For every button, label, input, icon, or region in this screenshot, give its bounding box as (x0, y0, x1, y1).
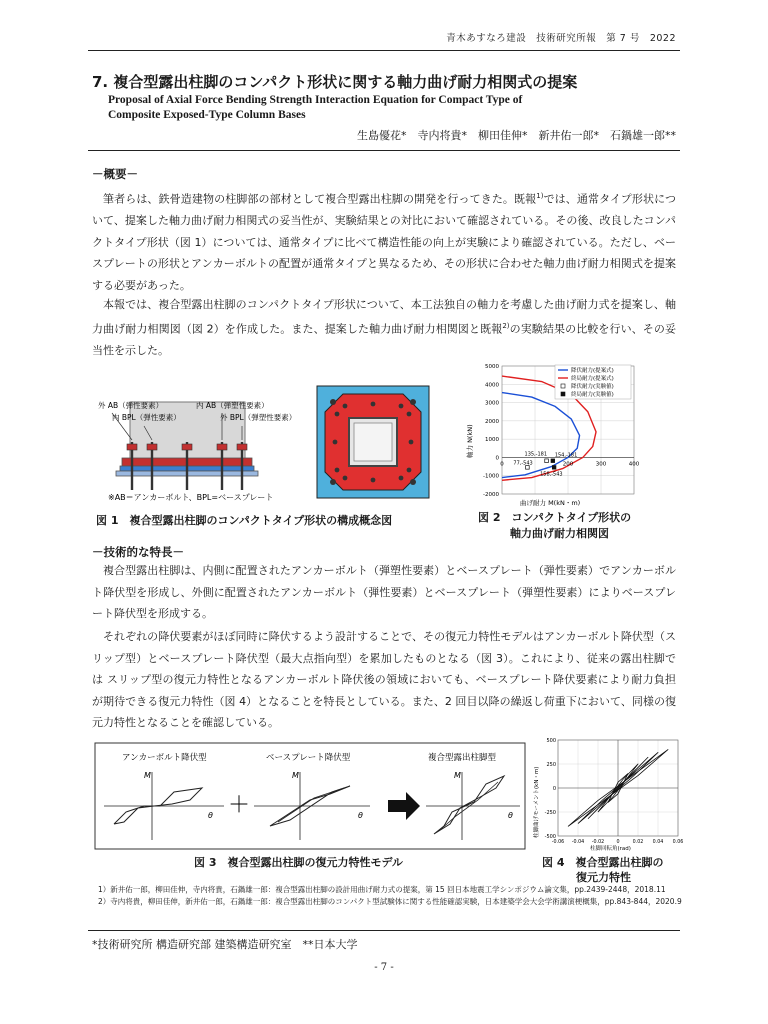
page-number: - 7 - (374, 962, 394, 973)
fig4-xtick-label: 0.06 (672, 840, 684, 845)
fig3-axis-m-a: M (144, 771, 151, 780)
figure-2-caption-line-1: 図 2 コンパクトタイプ形状の (478, 511, 632, 524)
fig2-point-annotation: 154,-181 (554, 452, 578, 459)
fig4-ytick-label: 500 (546, 738, 556, 744)
figure-2-caption-line-2: 軸力曲げ耐力相関図 (510, 527, 609, 540)
overview-p1-text-b: では、通 (543, 192, 588, 206)
fig2-legend-swatch (561, 384, 565, 388)
figure-3-caption: 図 3 複合型露出柱脚の復元力特性モデル (194, 856, 403, 869)
fig3-composite-model (426, 752, 520, 840)
fig4-ylabel: 柱脚曲げモーメント(kN・m) (534, 766, 540, 838)
fig3-axis-m-c: M (454, 771, 461, 780)
label-outer-ab: 外 AB（弾性要素） (98, 401, 164, 410)
authors: 生島優花* 寺内将貴* 柳田佳伸* 新井佑一郎* 石鍋雄一郎** (357, 129, 676, 142)
fig3-arrow-icon (388, 792, 420, 820)
label-inner-bpl: 内 BPL（弾性要素） (112, 413, 181, 422)
label-inner-ab: 内 AB（弾塑性要素） (196, 401, 269, 410)
fig3-axis-theta-b: θ (358, 811, 363, 820)
tech-paragraph-2: それぞれの降伏要素がほぼ同時に降伏するよう設計することで、その復元力特性モデルはアンカーボルト降伏型（スリップ型）とベースプレート降伏型（最大点指向型）を累加したものとなる（図 3）。これにより、従来の露出柱脚では スリップ型の復元力特性となるアンカーボルト降伏後の領域においても、ベースプレート降伏要素により耐力負担が期待できる復元力特性（図 4）となることを特長としている。また、2 回目以降の繰返し荷重下において、同様の復元力特性となることを確認している。 (92, 630, 676, 730)
fig2-ytick-label: 0 (495, 455, 499, 462)
title-english-line-1: Proposal of Axial Force Bending Strength Interaction Equation for Compact Type of (108, 94, 523, 106)
reference-marker-1: 1) (536, 192, 544, 200)
fig2-data-point (551, 459, 555, 463)
fig2-xtick-label: 0 (500, 461, 504, 468)
fig2-ytick-label: 4000 (485, 382, 499, 389)
fig2-point-annotation: 135,-181 (524, 451, 548, 458)
fig2-ytick-label: 5000 (485, 364, 499, 370)
fig2-data-point (545, 459, 549, 463)
header-rule (88, 50, 680, 51)
fig1-note: ※AB＝アンカーボルト、BPL=ベースプレート (108, 493, 274, 502)
fig1-plan-view (317, 386, 429, 498)
overview-paragraph-2 (92, 294, 676, 361)
title-english (108, 93, 668, 123)
figure-1 (92, 378, 462, 528)
overview-p2-text-a: 本報では、複合型露出柱脚のコンパクトタイプ形状について、本工法独自の軸力を考慮した曲げ耐力式を提案し、軸力曲げ耐力相関図（図 2）を作成した。また、提案した軸力曲げ耐力相関図と既報 (92, 298, 676, 336)
fig2-xtick-label: 200 (562, 461, 574, 468)
fig4-xtick-label: -0.06 (551, 840, 565, 845)
fig2-xlabel: 曲げ耐力 M(kN・m) (520, 499, 581, 507)
fig2-legend-entry: 終局耐力(提案式) (571, 376, 614, 383)
fig4-xtick-label: 0 (616, 840, 620, 845)
fig4-xtick-label: -0.02 (591, 840, 605, 845)
fig4-ytick-label: -500 (544, 834, 556, 840)
fig4-xtick-label: 0.04 (652, 840, 664, 845)
reference-marker-2: 2) (502, 321, 510, 330)
fig2-legend-entry: 降伏耐力(提案式) (571, 368, 614, 375)
fig4-xtick-label: 0.02 (632, 840, 644, 845)
reference-2: 2）寺内将貴，柳田佳伸，新井佑一郎，石鍋雄一郎：複合型露出柱脚のコンパクト型試験体に関する性能確認実験，日本建築学会大会学術講演梗概集，pp.843-844，2020.9 (98, 896, 682, 906)
fig3-axis-theta-a: θ (208, 811, 213, 820)
fig2-legend (555, 365, 631, 399)
fig2-ytick-label: 1000 (485, 437, 499, 444)
reference-1: 1）新井佑一郎，柳田佳伸，寺内将貴，石鍋雄一郎：複合型露出柱脚の設計用曲げ耐力式の提案，第 15 回日本地震工学シンポジウム論文集，pp.2439-2448，2018.11 (98, 885, 666, 894)
fig3-axis-m-b: M (292, 771, 299, 780)
tech-paragraph-1: 複合型露出柱脚は、内側に配置されたアンカーボルト（弾塑性要素）とベースプレート（弾性要素）でアンカーボルト降伏型を形成し、外側に配置されたアンカーボルト（弾性要素）とベースプレート（弾塑性要素）によりベースプレート降伏型を形成する。 (92, 564, 676, 621)
figure-3 (94, 742, 526, 850)
journal-header: 青木あすなろ建設 技術研究所報 第 7 号 2022 (446, 33, 676, 44)
fig3-base-plate-model (254, 752, 370, 840)
fig2-xtick-label: 300 (595, 461, 607, 468)
fig2-ytick-label: 2000 (485, 418, 499, 425)
fig2-xtick-label: 400 (628, 461, 640, 468)
fig4-ytick-label: 250 (546, 762, 556, 768)
figure-2-chart (462, 358, 662, 508)
footer-rule (88, 930, 680, 931)
fig2-ytick-label: -1000 (483, 473, 499, 480)
figure-4-chart (530, 734, 682, 854)
fig3-title-c: 複合型露出柱脚型 (428, 753, 497, 763)
affiliation-footnote: *技術研究所 構造研究部 建築構造研究室 **日本大学 (92, 938, 358, 951)
fig2-ylabel: 軸力 N(kN) (466, 424, 474, 458)
overview-paragraph-1 (92, 186, 676, 297)
fig2-ytick-label: 3000 (485, 400, 499, 407)
fig2-point-annotation: 158,-543 (540, 471, 563, 478)
title-rule (88, 150, 680, 151)
fig1-side-view (98, 400, 296, 502)
fig2-ytick-label: -2000 (483, 492, 499, 498)
fig3-plus: ＋ (228, 793, 251, 818)
fig3-title-a: アンカーボルト降伏型 (122, 753, 207, 763)
fig4-ytick-label: 0 (552, 786, 556, 792)
fig2-legend-entry: 終局耐力(実験値) (571, 392, 614, 399)
fig2-data-point (552, 466, 556, 470)
figure-4-caption-line-1: 図 4 複合型露出柱脚の (542, 856, 664, 869)
fig2-legend-swatch (561, 392, 565, 396)
tech-heading: －技術的な特長－ (92, 545, 184, 559)
overview-heading: －概要－ (92, 167, 138, 181)
fig3-anchor-bolt-model (104, 752, 224, 840)
fig2-legend-entry: 降伏耐力(実験値) (571, 384, 614, 391)
overview-p1-text-a: 筆者らは、鉄骨造建物の柱脚部の部材として複合型露出柱脚の開発を行ってきた。既報 (103, 192, 537, 206)
label-outer-bpl: 外 BPL（弾塑性要素） (220, 413, 297, 422)
fig2-point-annotation: 77,-543 (513, 460, 533, 467)
fig3-title-b: ベースプレート降伏型 (266, 753, 351, 763)
fig4-xtick-label: -0.04 (571, 840, 585, 845)
title-japanese: 7. 複合型露出柱脚のコンパクト形状に関する軸力曲げ耐力相関式の提案 (92, 73, 578, 91)
figure-4-caption-line-2: 復元力特性 (576, 871, 631, 884)
fig3-axis-theta-c: θ (508, 811, 513, 820)
overview-p1-text-c: 常タイプ形状について、提案した軸力曲げ耐力相関式の妥当性が、実験結果との対比において確認されている。その後、改良したコンパクトタイプ形状（図 1）については、通常タイプに比べて構造性能の向上が実験により確認されている。ただし、ベースプレートの形状とアンカーボルトの配置が通常タイプと異なるため、その形状に合わせた軸力曲げ耐力相関式を提案する必要があった。 (92, 192, 676, 293)
fig4-xlabel: 柱脚回転角(rad) (590, 846, 631, 852)
figure-1-caption: 図 1 複合型露出柱脚のコンパクトタイプ形状の構成概念図 (96, 514, 393, 527)
fig4-ytick-label: -250 (544, 810, 556, 816)
overview-p2-text-b: の実験結果の比較を行い、その妥当性を示した。 (92, 322, 677, 357)
title-english-line-2: Composite Exposed-Type Column Bases (108, 109, 306, 121)
references (98, 884, 688, 907)
